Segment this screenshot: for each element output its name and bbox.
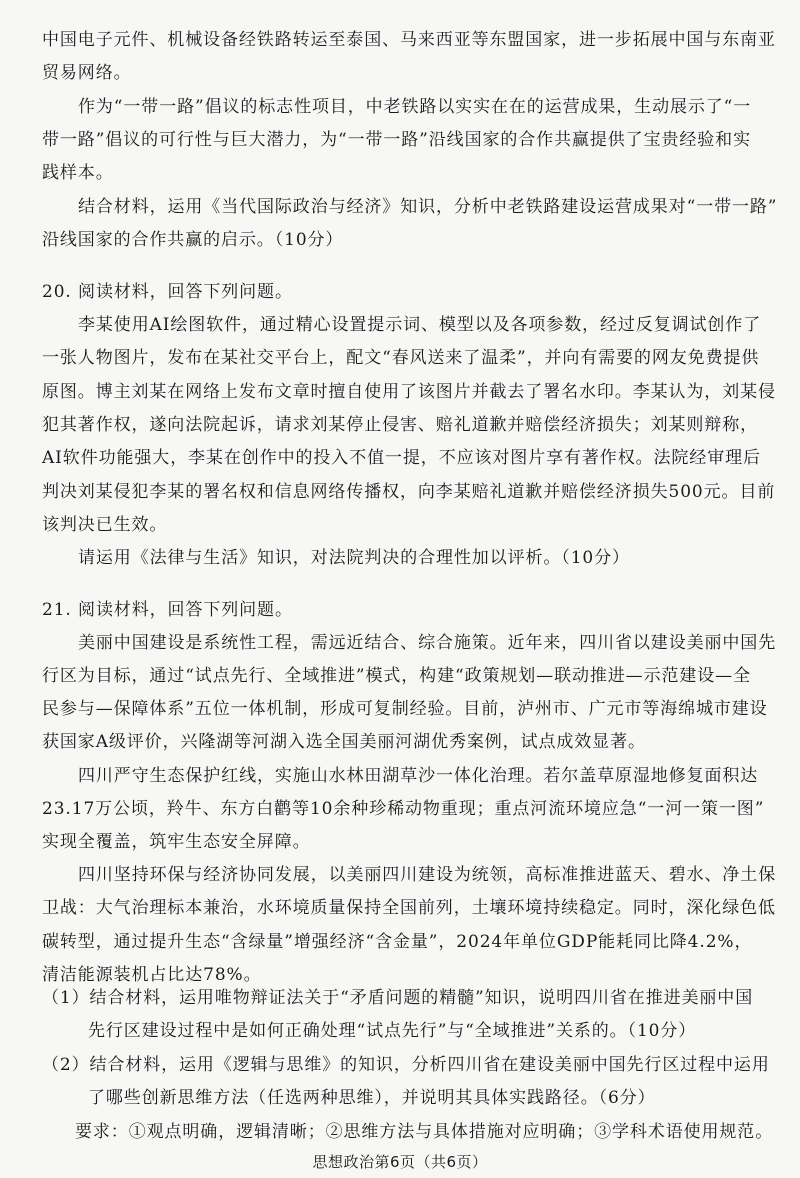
q20-material-line: 原图。博主刘某在网络上发布文章时擅自使用了该图片并截去了署名水印。李某认为，刘某侵 bbox=[42, 382, 776, 402]
q21-material-line: 美丽中国建设是系统性工程，需远近结合、综合施策。近年来，四川省以建设美丽中国先 bbox=[78, 633, 777, 653]
q20-material-line: 该判决已生效。 bbox=[42, 515, 168, 535]
intro-question-line: 沿线国家的合作共赢的启示。（10分） bbox=[42, 230, 344, 250]
intro-line: 中国电子元件、机械设备经铁路转运至泰国、马来西亚等东盟国家，进一步拓展中国与东南亚 bbox=[42, 30, 776, 50]
q21-heading: 21. 阅读材料，回答下列问题。 bbox=[42, 600, 293, 620]
intro-line: 贸易网络。 bbox=[42, 63, 132, 83]
intro-line: 践样本。 bbox=[42, 163, 114, 183]
q21-material-line: 行区为目标，通过“试点先行、全域推进”模式，构建“政策规划—联动推进—示范建设—全 bbox=[42, 666, 751, 686]
q20-question: 请运用《法律与生活》知识，对法院判决的合理性加以评析。（10分） bbox=[78, 548, 630, 568]
intro-line: 带一路”倡议的可行性与巨大潜力，为“一带一路”沿线国家的合作共赢提供了宝贵经验和实 bbox=[42, 130, 751, 150]
q20-material-line: 李某使用AI绘图软件，通过精心设置提示词、模型以及各项参数，经过反复调试创作了 bbox=[78, 315, 762, 335]
q20-material-line: 犯其著作权，遂向法院起诉，请求刘某停止侵害、赔礼道歉并赔偿经济损失；刘某则辩称， bbox=[42, 415, 758, 435]
q21-material-line: 四川严守生态保护红线，实施山水林田湖草沙一体化治理。若尔盖草原湿地修复面积达 bbox=[78, 766, 759, 786]
q21-subquestion-2-cont: 了哪些创新思维方法（任选两种思维），并说明其具体实践路径。（6分） bbox=[88, 1088, 656, 1108]
q21-subquestion-1-cont: 先行区建设过程中是如何正确处理“试点先行”与“全域推进”关系的。（10分） bbox=[88, 1021, 697, 1041]
q21-material-line: 清洁能源装机占比达78%。 bbox=[42, 965, 262, 985]
q21-material-line: 卫战：大气治理标本兼治，水环境质量保持全国前列，土壤环境持续稳定。同时，深化绿色低 bbox=[42, 898, 776, 918]
q20-material-line: 一张人物图片，发布在某社交平台上，配文“春风送来了温柔”，并向有需要的网友免费提供 bbox=[42, 348, 760, 368]
q21-subquestion-1: （1）结合材料，运用唯物辩证法关于“矛盾问题的精髓”知识，说明四川省在推进美丽中国 bbox=[42, 988, 754, 1008]
q21-requirements: 要求：①观点明确，逻辑清晰；②思维方法与具体措施对应明确；③学科术语使用规范。 bbox=[75, 1122, 774, 1142]
q20-material-line: AI软件功能强大，李某在创作中的投入不值一提，不应该对图片享有著作权。法院经审理后 bbox=[42, 448, 761, 468]
intro-line: 作为“一带一路”倡议的标志性项目，中老铁路以实实在在的运营成果，生动展示了“一 bbox=[78, 97, 752, 117]
q21-material-line: 23.17万公顷，羚牛、东方白鹳等10余种珍稀动物重现；重点河流环境应急“一河一策一图” bbox=[42, 799, 765, 819]
q21-material-line: 四川坚持环保与经济协同发展，以美丽四川建设为统领，高标准推进蓝天、碧水、净土保 bbox=[78, 865, 777, 885]
q21-subquestion-2: （2）结合材料，运用《逻辑与思维》的知识，分析四川省在建设美丽中国先行区过程中运用 bbox=[42, 1055, 770, 1075]
q21-material-line: 实现全覆盖，筑牢生态安全屏障。 bbox=[42, 832, 311, 852]
q21-material-line: 碳转型，通过提升生态“含绿量”增强经济“含金量”，2024年单位GDP能耗同比降4.2%， bbox=[42, 932, 753, 952]
intro-question-line: 结合材料，运用《当代国际政治与经济》知识，分析中老铁路建设运营成果对“一带一路” bbox=[78, 197, 778, 217]
q20-material-line: 判决刘某侵犯李某的署名权和信息网络传播权，向李某赔礼道歉并赔偿经济损失500元。目前 bbox=[42, 482, 776, 502]
q21-material-line: 获国家A级评价，兴隆湖等河湖入选全国美丽河湖优秀案例，试点成效显著。 bbox=[42, 732, 646, 752]
page-footer: 思想政治第6页（共6页） bbox=[312, 1153, 488, 1171]
q20-heading: 20. 阅读材料，回答下列问题。 bbox=[42, 282, 293, 302]
q21-material-line: 民参与—保障体系”五位一体机制，形成可复制经验。目前，泸州市、广元市等海绵城市建设 bbox=[42, 699, 768, 719]
